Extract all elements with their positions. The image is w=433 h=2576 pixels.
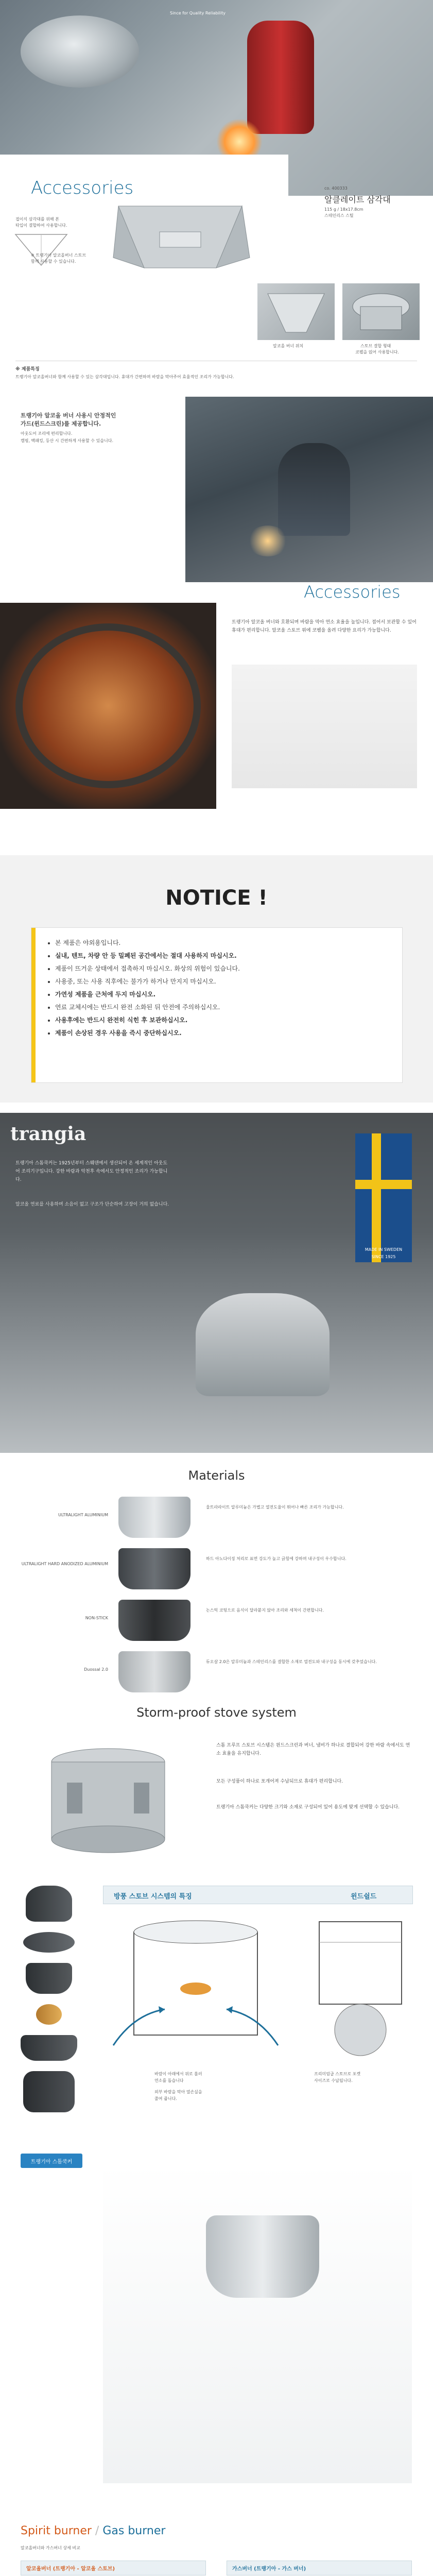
stand-detail-section <box>0 278 433 397</box>
cookset-image <box>103 2164 412 2483</box>
hero-accessories-title: Accessories <box>31 178 134 198</box>
material-name: NON-STICK <box>85 1616 108 1620</box>
storm-banner-text: 방풍 스토브 시스템의 특징 <box>114 1893 192 1901</box>
sweden-flag-badge <box>355 1133 412 1262</box>
camp-section <box>0 397 433 855</box>
windshield-diagram <box>309 1911 412 2066</box>
feature-note-1: ※ 트랭기아 알코올버너 스토브 <box>31 253 86 258</box>
brand-photo-top <box>0 1113 433 1453</box>
flag-stripe-h <box>355 1180 412 1189</box>
burner-subhead: 알코올버너와 가스버너 상세 비교 <box>21 2546 80 2550</box>
brand-intro-2: 알코올 연료를 사용하며 소음이 없고 구조가 단순하여 고장이 거의 없습니다. <box>15 1202 169 1207</box>
spirit-burner-heading: Spirit burner <box>21 2524 92 2537</box>
windshield-image <box>23 2071 75 2112</box>
notice-item: • 제품이 손상된 경우 사용을 즉시 중단하십시오. <box>55 1028 395 1037</box>
brand-section <box>0 1103 433 1700</box>
caption-stove-combo-2: 코펠을 얹어 사용합니다. <box>355 350 399 354</box>
hiker-figure <box>278 443 350 536</box>
notice-title: NOTICE ! <box>165 886 268 910</box>
cooking-pot-image <box>21 15 139 88</box>
side-note-1: 프리미엄급 스토브로 포켓 <box>314 2072 361 2076</box>
notice-item: • 가연성 제품을 근처에 두지 마십시오. <box>55 990 395 998</box>
pan-rim <box>15 623 201 788</box>
callout-2: 연소를 돕습니다 <box>154 2078 184 2083</box>
storm-banner-text-2: 윈드쉴드 <box>351 1893 377 1901</box>
notice-item: • 본 제품은 야외용입니다. <box>55 938 395 947</box>
material-text: 논스틱 코팅으로 음식이 달라붙지 않아 조리와 세척이 간편합니다. <box>206 1608 324 1613</box>
left-note-2: 타입이 결합하여 사용합니다. <box>15 223 67 228</box>
stand-product-image <box>103 201 257 273</box>
pot-small-image <box>26 1963 72 1994</box>
camp-intro-2: 가드(윈드스크린)를 제공합니다. <box>21 420 101 427</box>
camp-accessories-heading: Accessories <box>304 582 401 602</box>
material-name: ULTRALIGHT ALUMINIUM <box>58 1513 108 1517</box>
material-text: 하드 아노다이징 처리로 표면 강도가 높고 긁힘에 강하며 내구성이 우수합니다. <box>206 1556 347 1561</box>
gas-column <box>227 2561 412 2576</box>
pan-image <box>21 2035 77 2061</box>
product-code: co. 400333 <box>324 186 348 191</box>
material-row <box>21 1546 412 1595</box>
camp-intro-1: 트랭기아 알코올 버너 사용시 안정적인 <box>21 412 116 419</box>
spirit-title-box <box>21 2561 206 2575</box>
notice-section <box>0 855 433 1103</box>
storm-blue-button-label: 트랭기아 스톰쿡커 <box>30 2159 73 2165</box>
material-row <box>21 1649 412 1698</box>
burner-heading <box>21 2524 165 2537</box>
materials-heading: Materials <box>188 1468 245 1483</box>
side-note-2: 사이즈로 수납됩니다. <box>314 2078 353 2083</box>
storm-text-1: 스톰 프루프 스토브 시스템은 윈드스크린과 버너, 냄비가 하나로 결합되어 강한 바람 속에서도 연소 효율을 유지합니다. <box>216 1743 410 1756</box>
camp-right-block <box>232 665 417 788</box>
material-text: 듀오살 2.0은 알루미늄과 스테인리스를 결합한 소재로 열전도와 내구성을 동시에 갖추었습니다. <box>206 1659 377 1664</box>
fuel-bottle-image <box>247 21 314 134</box>
storm-photo <box>31 1731 185 1865</box>
stormcooker-drawing <box>31 1731 185 1865</box>
product-name: 알클레이트 삼각대 <box>324 195 391 205</box>
brand-intro: 트랭기아 스톰쿡커는 1925년부터 스웨덴에서 생산되어 온 세계적인 아웃도어 조리기구입니다. 강한 바람과 악천후 속에서도 안정적인 조리가 가능합니다. <box>15 1161 168 1182</box>
notice-item: • 연료 교체시에는 반드시 완전 소화된 뒤 안전에 주의하십시오. <box>55 1003 395 1011</box>
airflow-diagram <box>103 1911 288 2066</box>
storm-banner <box>103 1886 413 1904</box>
callout-3: 외부 바람을 막아 열손실을 <box>154 2090 202 2094</box>
caption-burner-position: 알코올 버너 위치 <box>273 344 304 348</box>
material-name: Duossal 2.0 <box>84 1667 108 1672</box>
caption-stove-combo: 스토브 결합 형태 <box>360 344 391 348</box>
pot-ultralight-image <box>118 1497 190 1538</box>
storm-heading: Storm-proof stove system <box>136 1705 297 1720</box>
camp-right-text: 트랭기아 알코올 버너와 호환되며 바람을 막아 연소 효율을 높입니다. 접어서 보관할 수 있어 휴대가 편리합니다. 알코올 스토브 위에 코펠을 올려 다양한 요리가 가능합니다. <box>232 620 417 633</box>
badge-since: SINCE 1925 <box>371 1255 396 1259</box>
trangia-logo: trangia <box>10 1123 86 1145</box>
pot-nonstick-image <box>118 1600 190 1641</box>
material-name: ULTRALIGHT HARD ANODIZED ALUMINIUM <box>21 1562 108 1566</box>
heading-separator: / <box>95 2524 103 2537</box>
cookset-pot-large <box>206 2215 319 2298</box>
pot-anodized-image <box>118 1548 190 1589</box>
storm-text-3: 트랭기아 스톰쿡커는 다양한 크기와 소재로 구성되어 있어 용도에 맞게 선택할 수 있습니다. <box>216 1805 400 1810</box>
lid-image <box>23 1932 75 1953</box>
storm-text-2: 모든 구성품이 하나로 포개어져 수납되므로 휴대가 편리합니다. <box>216 1779 343 1784</box>
storm-section <box>0 1700 433 2514</box>
flag-stripe-v <box>372 1133 381 1262</box>
material-text: 울트라라이트 알루미늄은 가볍고 열전도율이 뛰어나 빠른 조리가 가능합니다. <box>206 1505 344 1510</box>
badge-made-in: MADE IN SWEDEN <box>365 1247 403 1252</box>
gas-title-box <box>227 2561 412 2575</box>
camp-intro-3: 아웃도어 조리에 편리합니다. <box>21 431 73 436</box>
feature-note-2: 함께 사용할 수 있습니다. <box>31 259 76 264</box>
callout-1: 바람이 아래에서 위로 흘러 <box>154 2072 202 2076</box>
gas-title: 가스버너 (트랭기아 - 가스 버너) <box>232 2566 306 2572</box>
callout-4: 줄여 줍니다. <box>154 2096 177 2101</box>
notes-heading: ※ 제품특징 <box>15 367 40 372</box>
detail-photo-b <box>342 283 420 340</box>
hero-caption: Since for Quality Reliability <box>170 11 226 15</box>
notice-item: • 사용후에는 반드시 완전히 식힌 후 보관하십시오. <box>55 1015 395 1024</box>
storm-blue-button <box>21 2154 82 2168</box>
stormcooker-image <box>196 1293 330 1396</box>
left-note-1: 접이식 삼각대를 위해 본 <box>15 217 59 222</box>
notice-item: • 제품이 뜨거운 상태에서 접촉하지 마십시오. 화상의 위험이 있습니다. <box>55 964 395 973</box>
material-row <box>21 1597 412 1646</box>
spirit-title: 알코올버너 (트랭기아 - 알코올 스토브) <box>26 2566 115 2572</box>
notes-body: 트랭기아 알코올버너와 함께 사용할 수 있는 삼각대입니다. 휴대가 간편하며 바람을 막아주어 효율적인 조리가 가능합니다. <box>15 375 234 379</box>
product-info <box>324 185 422 219</box>
kettle-image <box>26 1886 72 1922</box>
spec-material: 스테인리스 스틸 <box>324 213 354 218</box>
notice-box <box>31 927 403 1083</box>
pot-duossal-image <box>118 1651 190 1692</box>
burner-section <box>0 2514 433 2576</box>
gas-burner-heading: Gas burner <box>102 2524 166 2537</box>
spec-weight: 115 g / 18x17.8cm <box>324 207 363 212</box>
component-stack <box>21 1886 82 2133</box>
notice-list <box>47 938 395 1041</box>
notice-bar <box>31 928 36 1082</box>
camp-photo-food <box>0 603 216 809</box>
notice-item: • 실내, 텐트, 차량 안 등 밀폐된 공간에서는 절대 사용하지 마십시오. <box>55 951 395 960</box>
material-row <box>21 1494 412 1543</box>
burner-image <box>36 2004 62 2025</box>
camp-small-note: 캠핑, 백패킹, 등산 시 간편하게 사용할 수 있습니다. <box>21 438 113 443</box>
spirit-column <box>21 2561 206 2576</box>
hero-section <box>0 0 433 278</box>
stove-glow <box>247 526 288 556</box>
detail-photo-a <box>257 283 335 340</box>
camp-photo-main <box>185 397 433 582</box>
notice-item: • 사용중, 또는 사용 직후에는 불가가 하거나 만지지 마십시오. <box>55 977 395 986</box>
